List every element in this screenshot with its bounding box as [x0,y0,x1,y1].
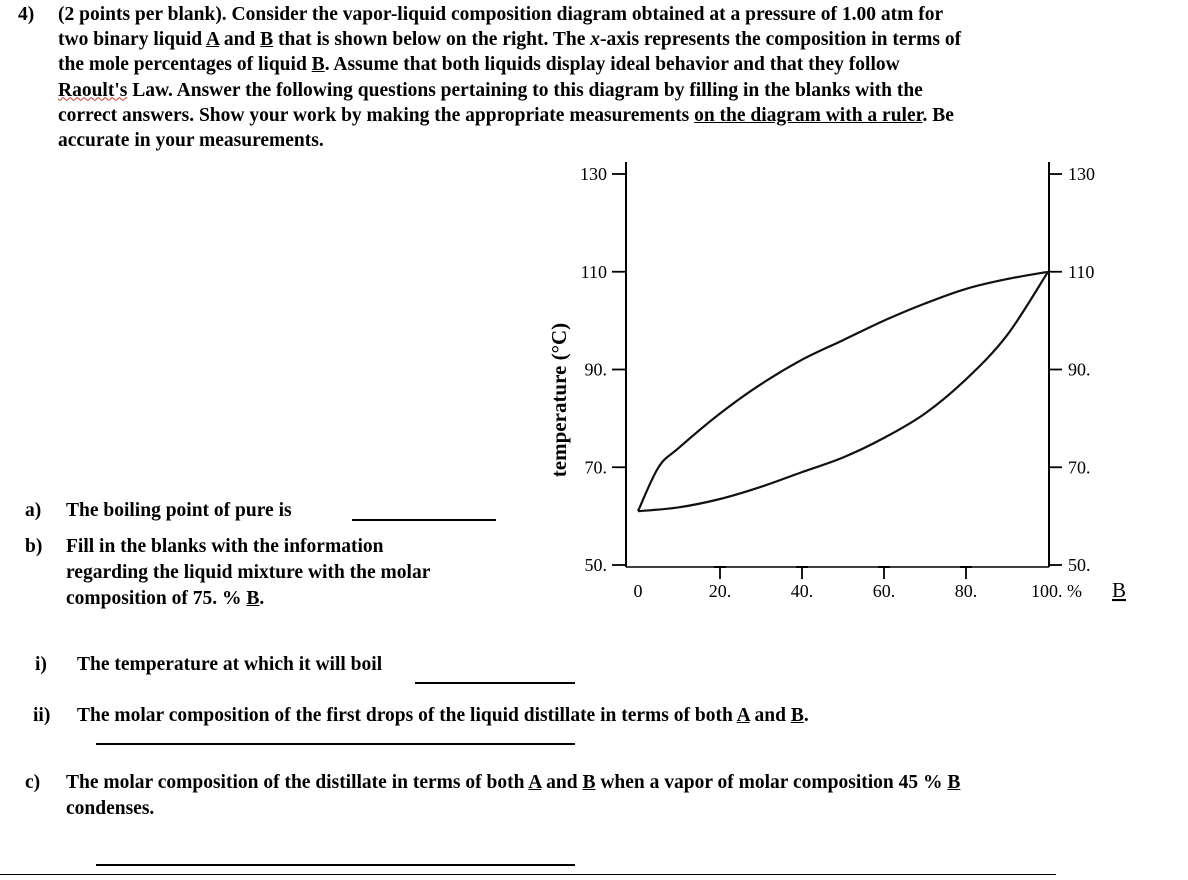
y-tick-label-left: 70. [584,457,607,478]
x-tick-label: 40. [790,581,814,601]
y-tick-label-right: 90. [1068,359,1091,380]
y-tick-label-left: 90. [584,359,607,380]
question-line: (2 points per blank). Consider the vapor-liquid composition diagram obtained at a pressure of 1.00 atm for [58,4,944,25]
part-a-text: The boiling point of pure is [66,500,292,521]
y-tick-label-right: 110 [1068,261,1095,282]
part-b-text: Fill in the blanks with the information regarding the liquid mixture with the molar composition of 75. % B. [66,536,431,609]
y-tick-label-left: 130 [580,164,607,184]
x-tick-label: 60. [872,581,896,601]
y-tick-label-right: 70. [1068,457,1091,478]
question-line: correct answers. Show your work by making the appropriate measurements on the diagram with a ruler. Be [58,104,954,126]
x-unit-label: B [1112,578,1127,602]
part-bi-label: i) [35,654,47,675]
question-line: the mole percentages of liquid B. Assume that both liquids display ideal behavior and that they follow [58,54,900,76]
part-c-label: c) [25,772,41,793]
liquid-curve-line [638,272,1048,511]
part-b-label: b) [25,536,43,557]
y-tick-label-right: 130 [1068,164,1095,184]
question-number: 4) [18,4,35,25]
x-tick-label: 0 [633,581,643,601]
x-tick-label: 20. [708,581,732,601]
part-bi-text: The temperature at which it will boil [77,654,383,675]
vapor-curve-line [638,272,1048,511]
y-tick-label-left: 50. [584,555,607,575]
part-c-text: The molar composition of the distillate in terms of both A and B when a vapor of molar composition 45 % B condenses. [66,772,961,819]
question-line: two binary liquid A and B that is shown below on the right. The x-axis represents the composition in terms of [58,29,962,51]
y-tick-label-right: 50. [1068,555,1091,575]
question-line: accurate in your measurements. [58,130,324,152]
x-tick-label: 80. [954,581,978,601]
y-tick-label-left: 110 [580,261,607,282]
part-bii-text: The molar composition of the first drops of the liquid distillate in terms of both A and B. [77,705,809,726]
part-bii-label: ii) [33,705,51,726]
part-a-label: a) [25,500,42,521]
x-tick-label: 100. % [1031,581,1082,601]
question-line: Raoult's Law. Answer the following questions pertaining to this diagram by filling in the blanks with the [58,79,923,101]
y-axis-label: temperature (°C) [547,322,571,478]
